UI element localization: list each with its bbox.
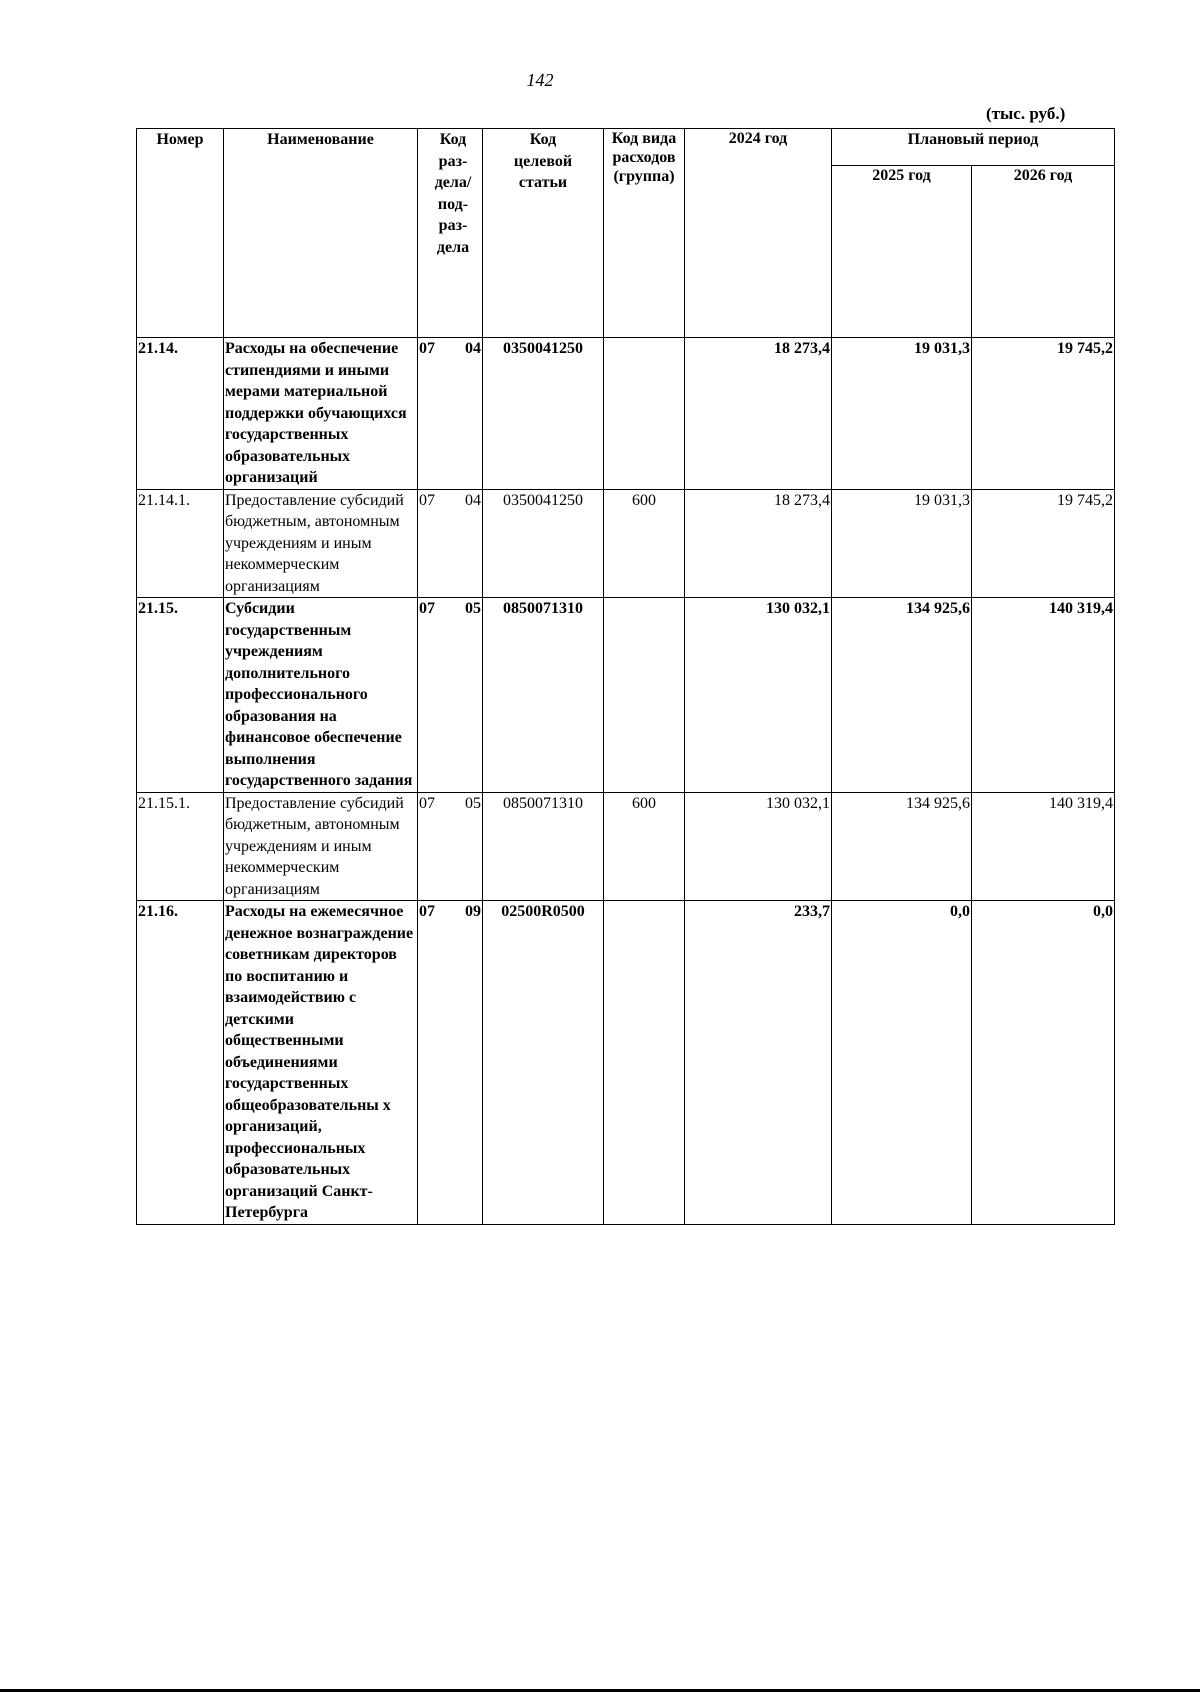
row-value-2026: 140 319,4 — [972, 792, 1115, 901]
header-year-2026: 2026 год — [972, 166, 1115, 338]
row-value-2024: 233,7 — [685, 901, 832, 1225]
row-value-2025: 19 031,3 — [832, 338, 972, 490]
row-section: 07 — [419, 340, 435, 357]
row-section: 07 — [419, 794, 435, 812]
table-row — [137, 901, 1115, 1225]
row-subsection: 04 — [465, 491, 481, 509]
row-expense-type: 600 — [604, 792, 685, 901]
row-section: 07 — [419, 491, 435, 509]
table-row — [137, 489, 1115, 598]
table-body — [137, 338, 1115, 1225]
row-target-code: 02500R0500 — [483, 901, 604, 1225]
table-row — [137, 792, 1115, 901]
row-target-code: 0350041250 — [483, 338, 604, 490]
row-expense-type — [604, 598, 685, 793]
row-expense-type — [604, 338, 685, 490]
header-year-2024: 2024 год — [685, 129, 832, 338]
table-row — [137, 598, 1115, 793]
row-section-code — [418, 792, 483, 901]
row-section-code — [418, 901, 483, 1225]
row-target-code: 0850071310 — [483, 598, 604, 793]
row-section-code — [418, 489, 483, 598]
table-row — [137, 338, 1115, 490]
row-number: 21.15.1. — [137, 792, 224, 901]
row-section-code — [418, 598, 483, 793]
row-name: Предоставление субсидий бюджетным, автономным учреждениям и иным некоммерческим организациям — [224, 792, 418, 901]
row-value-2025: 134 925,6 — [832, 792, 972, 901]
page-number: 142 — [526, 70, 554, 90]
row-value-2024: 18 273,4 — [685, 338, 832, 490]
row-value-2025: 19 031,3 — [832, 489, 972, 598]
row-subsection: 05 — [465, 600, 481, 617]
row-value-2024: 130 032,1 — [685, 792, 832, 901]
row-value-2025: 0,0 — [832, 901, 972, 1225]
row-value-2025: 134 925,6 — [832, 598, 972, 793]
row-target-code: 0850071310 — [483, 792, 604, 901]
header-expense-type: Код вида расходов (группа) — [604, 129, 685, 338]
row-number: 21.14.1. — [137, 489, 224, 598]
table-header — [137, 129, 1115, 338]
row-value-2026: 0,0 — [972, 901, 1115, 1225]
row-section: 07 — [419, 903, 435, 920]
row-value-2026: 19 745,2 — [972, 338, 1115, 490]
budget-table — [136, 128, 1115, 1225]
row-subsection: 05 — [465, 794, 481, 812]
header-planned-period: Плановый период — [832, 129, 1115, 166]
row-number: 21.16. — [137, 901, 224, 1225]
row-subsection: 09 — [465, 903, 481, 920]
row-value-2024: 18 273,4 — [685, 489, 832, 598]
row-expense-type: 600 — [604, 489, 685, 598]
row-section-code — [418, 338, 483, 490]
row-subsection: 04 — [465, 340, 481, 357]
row-section: 07 — [419, 600, 435, 617]
units-label: (тыс. руб.) — [986, 104, 1066, 123]
header-number: Номер — [137, 129, 224, 338]
row-value-2026: 19 745,2 — [972, 489, 1115, 598]
row-expense-type — [604, 901, 685, 1225]
row-value-2026: 140 319,4 — [972, 598, 1115, 793]
row-target-code: 0350041250 — [483, 489, 604, 598]
header-section-code: Код раз-дела/ под-раз-дела — [418, 129, 483, 338]
row-name: Расходы на ежемесячное денежное вознаграждение советникам директоров по воспитанию и взаимодействию с детскими общественными объединениями государственных общеобразовательны х организаций, профессиональных образовательных организаций Санкт-Петербурга — [224, 901, 418, 1225]
header-name: Наименование — [224, 129, 418, 338]
header-target-code: Код целевой статьи — [483, 129, 604, 338]
row-name: Предоставление субсидий бюджетным, автономным учреждениям и иным некоммерческим организациям — [224, 489, 418, 598]
row-number: 21.15. — [137, 598, 224, 793]
row-name: Расходы на обеспечение стипендиями и иными мерами материальной поддержки обучающихся государственных образовательных организаций — [224, 338, 418, 490]
row-name: Субсидии государственным учреждениям дополнительного профессионального образования на финансовое обеспечение выполнения государственного задания — [224, 598, 418, 793]
row-value-2024: 130 032,1 — [685, 598, 832, 793]
row-number: 21.14. — [137, 338, 224, 490]
header-year-2025: 2025 год — [832, 166, 972, 338]
